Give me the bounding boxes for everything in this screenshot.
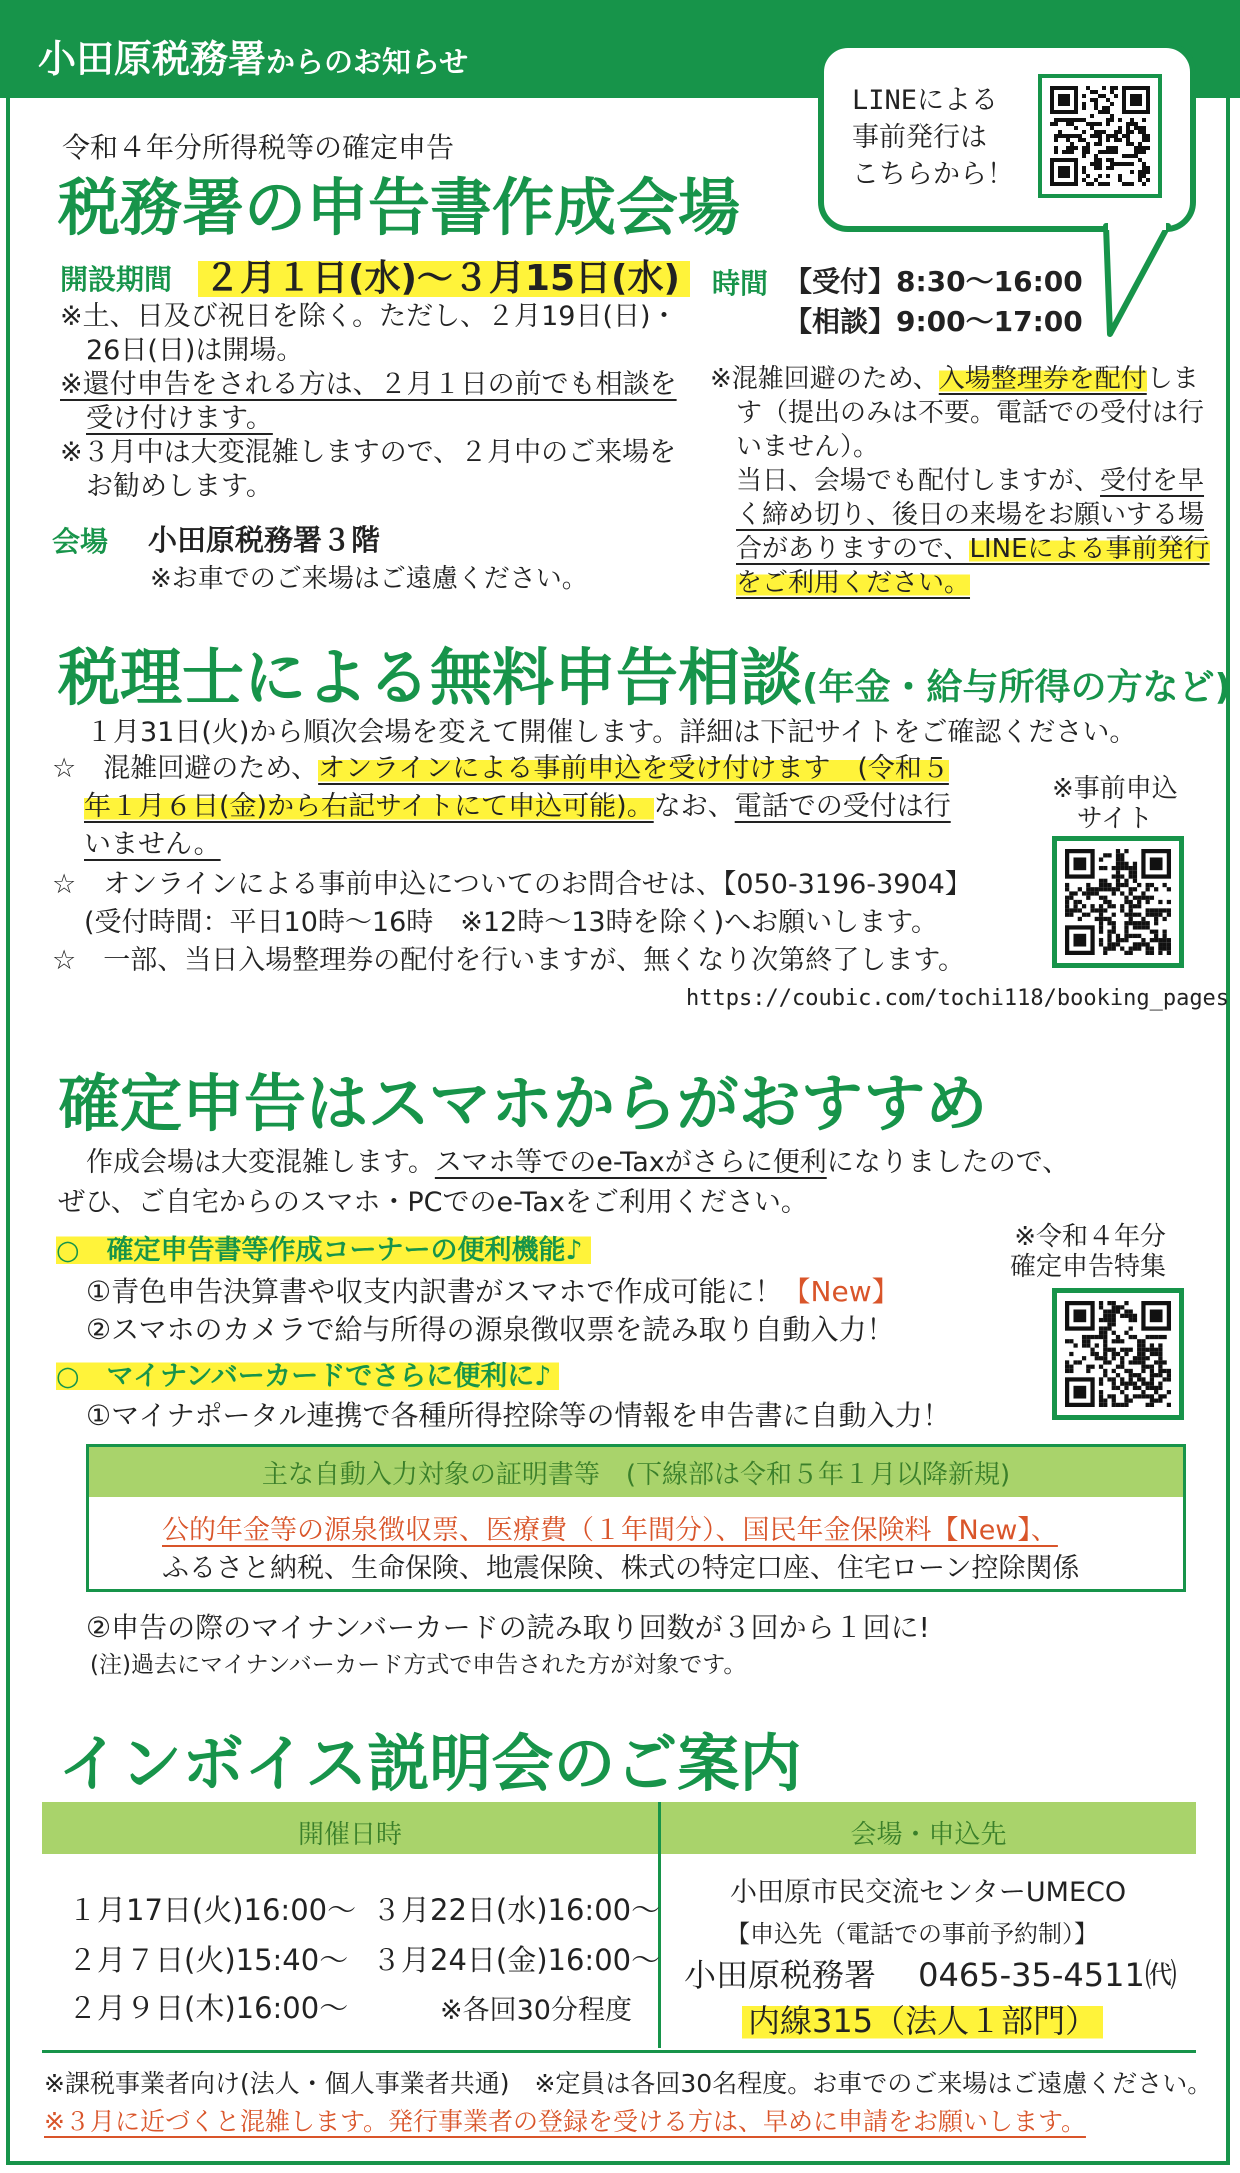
apply-label: 【申込先（電話での事前予約制）】 xyxy=(726,1920,1098,1948)
booking-qr-caption: ※事前申込 サイト xyxy=(1052,774,1178,834)
crowd-notes: ※混雑回避のため、入場整理券を配付しま す（提出のみは不要。電話での受付は行 いません）。 当日、会場でも配付しますが、受付を早 く締め切り、後日の来場をお願いする場 合がありますので、LINEによる事前発行 をご利用ください。 xyxy=(710,364,1210,598)
auto-input-new-items: 公的年金等の源泉徴収票、医療費（１年間分）、国民年金保険料【New】、 xyxy=(162,1515,1058,1546)
date-3: ２月７日(火)15:40～ xyxy=(68,1943,349,1977)
callout-tail xyxy=(1098,220,1178,340)
date-2: ３月22日(水)16:00～ xyxy=(372,1893,661,1927)
col-venue-header: 会場・申込先 xyxy=(850,1820,1007,1850)
section3-intro1: 作成会場は大変混雑します。スマホ等でのe-Taxがさらに便利になりましたので、 xyxy=(86,1147,1070,1178)
feature1-item2: ②スマホのカメラで給与所得の源泉徴収票を読み取り自動入力！ xyxy=(86,1313,895,1346)
feature1-item1: ①青色申告決算書や収支内訳書がスマホで作成可能に！【New】 xyxy=(86,1275,900,1308)
date-1: １月17日(火)16:00～ xyxy=(68,1893,357,1927)
feature2-item: ①マイナポータル連携で各種所得控除等の情報を申告書に自動入力！ xyxy=(86,1399,951,1432)
section2-items: ☆ 混雑回避のため、オンラインによる事前申込を受け付けます (令和５ 年１月６日(金)から右記サイトにて申込可能)。なお、電話での受付は行 いません。 ☆ オンラインによる事前申込についてのお問合せは、【050-3196-3904】 (受付時間：平日10時～16時 ※12時～13時を除く)へお願いします。 ☆ 一部、当日入場整理券の配付を行いますが、無くなり次第終了します。 xyxy=(52,753,972,976)
line-qr-code-icon[interactable] xyxy=(1038,74,1162,198)
auto-input-existing-items: ふるさと納税、生命保険、地震保険、株式の特定口座、住宅ローン控除関係 xyxy=(162,1553,1080,1584)
feature2-title: ○ マイナンバーカードでさらに便利に♪ xyxy=(56,1354,559,1393)
section4-title: インボイス説明会のご案内 xyxy=(58,1727,802,1800)
col-dates-header: 開催日時 xyxy=(297,1820,402,1850)
venue-note: ※お車でのご来場はご遠慮ください。 xyxy=(150,564,588,594)
section3-title: 確定申告はスマホからがおすすめ xyxy=(58,1067,988,1140)
period-value: ２月１日(水)～３月15日(水) xyxy=(198,250,690,301)
time-label: 時間 xyxy=(712,267,769,300)
section3-intro2: ぜひ、ご自宅からのスマホ・PCでのe-Taxをご利用ください。 xyxy=(58,1187,808,1218)
date-4: ３月24日(金)16:00～ xyxy=(372,1943,661,1977)
period-notes: ※土、日及び祝日を除く。ただし、２月19日(日)・ 26日(日)は開場。 ※還付申告をされる方は、２月１日の前でも相談を 受け付けます。 ※３月中は大変混雑しますので、２月中のご来場を お勧めします。 xyxy=(60,301,678,502)
section1-title: 税務署の申告書作成会場 xyxy=(58,171,741,244)
feature1-title: ○ 確定申告書等作成コーナーの便利機能♪ xyxy=(56,1228,591,1267)
auto-input-box-header: 主な自動入力対象の証明書等 (下線部は令和５年１月以降新規) xyxy=(261,1460,1011,1490)
time-reception: 【受付】8:30～16:00 xyxy=(784,265,1083,298)
session-length-note: ※各回30分程度 xyxy=(440,1995,632,2026)
invoice-venue: 小田原市民交流センターUMECO xyxy=(730,1877,1127,1908)
special-qr-caption: ※令和４年分 確定申告特集 xyxy=(1010,1222,1167,1282)
invoice-table-bottom xyxy=(42,2050,1196,2053)
booking-qr-code-icon[interactable] xyxy=(1052,836,1184,968)
section2-intro: １月31日(火)から順次会場を変えて開催します。詳細は下記サイトをご確認ください。 xyxy=(86,717,1137,748)
booking-url[interactable]: https://coubic.com/tochi118/booking_pages xyxy=(686,986,1230,1011)
header-title: 小田原税務署からのお知らせ xyxy=(38,37,469,81)
section2-title: 税理士による無料申告相談(年金・給与所得の方など) xyxy=(58,641,1231,714)
invoice-footer-warning: ※３月に近づくと混雑します。発行事業者の登録を受ける方は、早めに申請をお願いします。 xyxy=(44,2107,1086,2136)
period-label: 開設期間 xyxy=(60,263,173,296)
apply-phone[interactable]: 小田原税務署 0465-35-4511㈹ xyxy=(684,1956,1177,1994)
venue-label: 会場 xyxy=(52,525,109,558)
special-qr-code-icon[interactable] xyxy=(1052,1288,1184,1420)
invoice-footer-note: ※課税事業者向け(法人・個人事業者共通) ※定員は各回30名程度。お車でのご来場はご遠慮ください。 xyxy=(44,2069,1213,2098)
apply-extension: 内線315（法人１部門） xyxy=(742,1996,1103,2042)
card-read-note: ②申告の際のマイナンバーカードの読み取り回数が３回から１回に! xyxy=(86,1611,930,1644)
section1-subtitle: 令和４年分所得税等の確定申告 xyxy=(62,131,455,164)
date-5: ２月９日(木)16:00～ xyxy=(68,1991,349,2025)
line-callout-text: LINEによる 事前発行は こちらから！ xyxy=(852,85,1014,190)
card-read-subnote: (注)過去にマイナンバーカード方式で申告された方が対象です。 xyxy=(90,1652,747,1678)
time-consult: 【相談】9:00～17:00 xyxy=(784,305,1083,338)
venue-value: 小田原税務署３階 xyxy=(148,523,381,557)
